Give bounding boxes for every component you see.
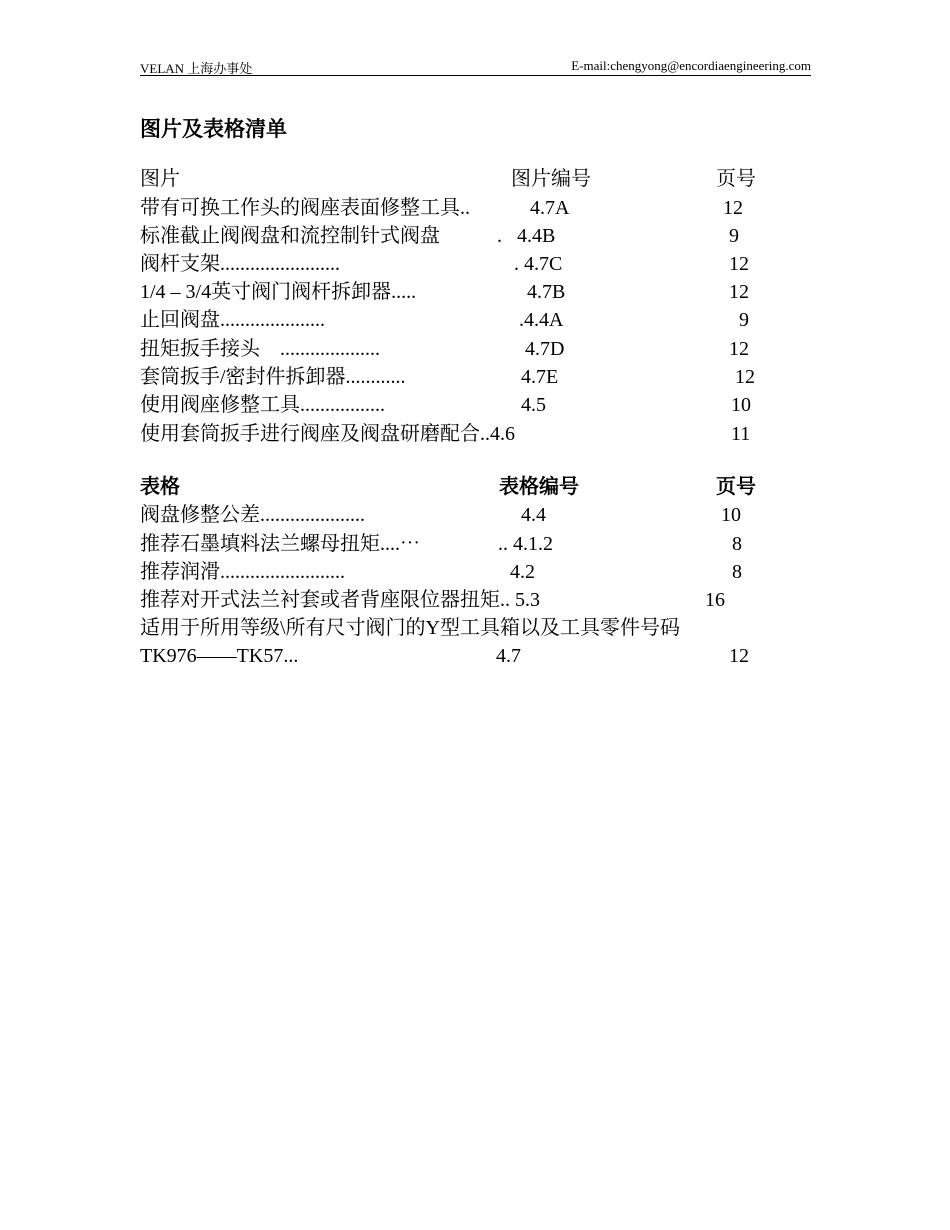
list-item	[0, 335, 950, 363]
list-item	[0, 391, 950, 419]
figure-number: 4.7E	[521, 366, 559, 388]
list-item	[0, 558, 950, 586]
list-item	[0, 530, 950, 558]
figure-title: 带有可换工作头的阀座表面修整工具..	[140, 197, 470, 219]
tables-header-row	[0, 473, 950, 501]
table-number: 4.2	[510, 561, 535, 583]
tables-column-label: 表格	[140, 476, 180, 498]
figure-title: 标准截止阀阀盘和流控制针式阀盘	[140, 225, 440, 247]
page-header	[140, 58, 811, 76]
figure-number: . 4.4B	[497, 225, 556, 247]
figures-column-page: 页号	[716, 168, 756, 190]
figures-header-row	[0, 165, 950, 193]
table-title: 推荐石墨填料法兰螺母扭矩....⋯	[140, 533, 420, 555]
figure-number: . 4.7C	[514, 253, 563, 275]
table-number: 4.7	[496, 645, 521, 667]
table-page: 12	[729, 645, 749, 667]
figure-number: 4.5	[521, 394, 546, 416]
figure-page: 12	[723, 197, 743, 219]
figure-page: 9	[729, 225, 739, 247]
figure-page: 12	[729, 281, 749, 303]
table-number: 4.4	[521, 504, 546, 526]
table-page: 8	[732, 533, 742, 555]
list-item	[0, 194, 950, 222]
figure-number: 4.7D	[525, 338, 565, 360]
list-item	[0, 306, 950, 334]
list-item	[0, 614, 950, 642]
figure-title: 止回阀盘.....................	[140, 309, 325, 331]
figure-page: 12	[735, 366, 755, 388]
figure-title: 阀杆支架........................	[140, 253, 340, 275]
list-item	[0, 363, 950, 391]
table-title: TK976——TK57...	[140, 645, 299, 667]
list-item	[0, 222, 950, 250]
header-office-name: VELAN 上海办事处	[140, 61, 253, 76]
figure-number: .4.4A	[519, 309, 564, 331]
figure-title: 使用套筒扳手进行阀座及阀盘研磨配合..4.6	[140, 423, 515, 445]
table-title: 推荐润滑.........................	[140, 561, 345, 583]
figure-number: 4.7A	[530, 197, 570, 219]
list-item	[0, 586, 950, 614]
figure-title: 1/4 – 3/4英寸阀门阀杆拆卸器.....	[140, 281, 417, 303]
table-title: 适用于所用等级\所有尺寸阀门的Y型工具箱以及工具零件号码	[140, 617, 680, 639]
list-item	[0, 501, 950, 529]
list-item	[0, 420, 950, 448]
table-page: 8	[732, 561, 742, 583]
figure-page: 12	[729, 253, 749, 275]
figure-title: 套筒扳手/密封件拆卸器............	[140, 366, 406, 388]
figure-page: 12	[729, 338, 749, 360]
header-email: E-mail:chengyong@encordiaengineering.com	[571, 58, 811, 73]
list-item	[0, 250, 950, 278]
figure-title: 扭矩扳手接头 ....................	[140, 338, 380, 360]
list-item	[0, 642, 950, 670]
table-page: 10	[721, 504, 741, 526]
table-title: 阀盘修整公差.....................	[140, 504, 365, 526]
tables-column-page: 页号	[716, 476, 756, 498]
figures-column-number: 图片编号	[511, 168, 591, 190]
figure-number: 4.7B	[527, 281, 566, 303]
figure-page: 10	[731, 394, 751, 416]
table-page: 16	[705, 589, 725, 611]
figures-column-label: 图片	[140, 168, 180, 190]
page-title: 图片及表格清单	[140, 117, 287, 141]
tables-column-number: 表格编号	[499, 476, 579, 498]
figure-page: 11	[731, 423, 751, 445]
table-number: .. 4.1.2	[498, 533, 553, 555]
table-title: 推荐对开式法兰衬套或者背座限位器扭矩.. 5.3	[140, 589, 540, 611]
list-item	[0, 278, 950, 306]
figure-page: 9	[739, 309, 749, 331]
figure-title: 使用阀座修整工具.................	[140, 394, 385, 416]
